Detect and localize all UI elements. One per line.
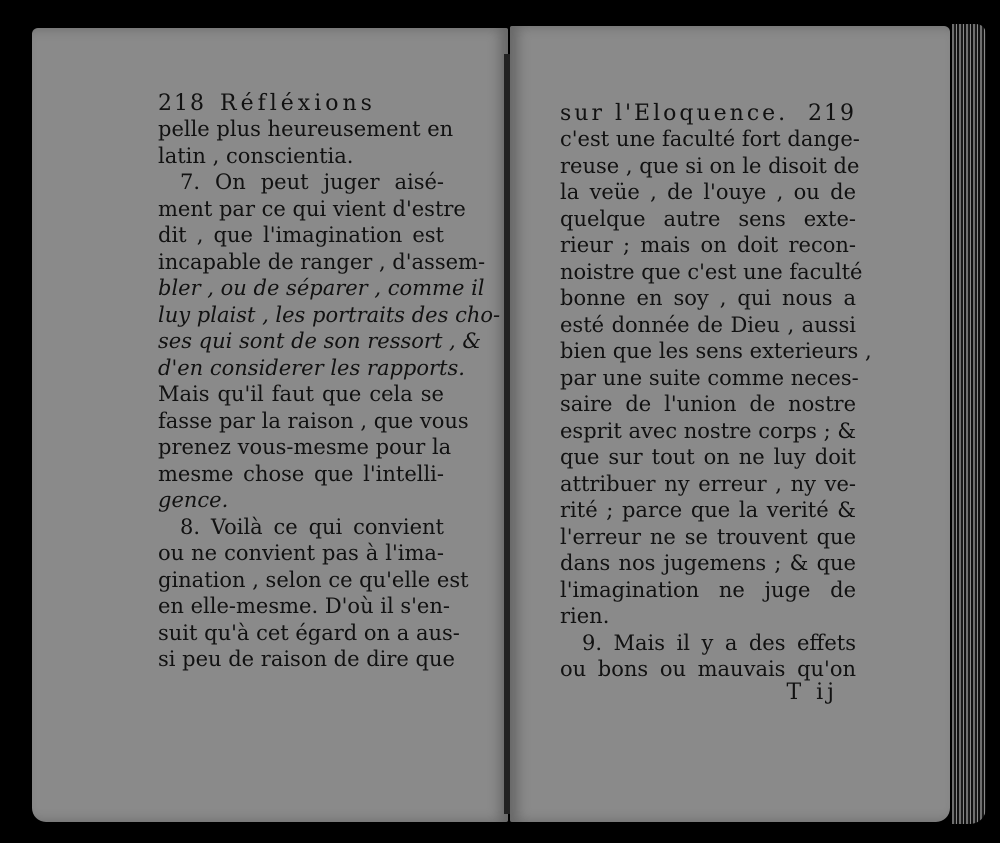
text-line: latin , conscientia. <box>158 143 354 168</box>
text-line: saire de l'union de nostre <box>560 392 856 416</box>
right-page <box>510 26 950 822</box>
text-line: ou ne convient pas à l'ima- <box>158 541 444 565</box>
text-line: bien que les sens exterieurs , <box>560 339 872 363</box>
text-line: 8. Voilà ce qui convient <box>180 514 444 539</box>
text-line: si peu de raison de dire que <box>158 647 455 671</box>
left-running-head <box>158 92 444 116</box>
text-line: bler , ou de séparer , comme il <box>158 276 485 300</box>
text-line: incapable de ranger , d'assem- <box>158 249 486 274</box>
open-book <box>18 14 993 836</box>
text-line: attribuer ny erreur , ny ve- <box>560 471 856 496</box>
text-line: reuse , que si on le disoit de <box>560 153 860 178</box>
text-line: la veüe , de l'ouye , ou de <box>560 180 856 204</box>
left-page-text <box>158 91 501 673</box>
text-line: gence. <box>158 488 229 512</box>
left-running-title: Réfléxions <box>220 91 376 116</box>
text-line: ment par ce qui vient d'estre <box>158 196 466 221</box>
right-running-head <box>560 102 856 126</box>
text-line: gination , selon ce qu'elle est <box>158 567 469 592</box>
text-line: dans nos jugemens ; & que <box>560 551 856 575</box>
text-line: par une suite comme neces- <box>560 365 859 390</box>
text-line: mesme chose que l'intelli- <box>158 461 444 486</box>
right-page-text <box>560 101 872 683</box>
text-line: pelle plus heureusement en <box>158 117 454 141</box>
text-line: ou bons ou mauvais qu'on <box>560 657 856 681</box>
signature-mark: T ij <box>786 680 838 705</box>
text-line: luy plaist , les portraits des cho- <box>158 302 501 327</box>
text-line: l'erreur ne se trouvent que <box>560 524 856 549</box>
text-line: fasse par la raison , que vous <box>158 408 469 433</box>
text-line: en elle-mesme. D'où il s'en- <box>158 594 450 618</box>
left-page-number: 218 <box>158 91 206 116</box>
text-line: bonne en soy , qui nous a <box>560 286 856 310</box>
text-line: c'est une faculté fort dange- <box>560 127 860 151</box>
text-line: 9. Mais il y a des effets <box>582 630 856 655</box>
right-page-number: 219 <box>808 101 856 126</box>
text-line: suit qu'à cet égard on a aus- <box>158 620 460 645</box>
left-text-lines <box>158 116 501 673</box>
text-line: quelque autre sens exte- <box>560 206 856 231</box>
text-line: rité ; parce que la verité & <box>560 498 856 522</box>
right-text-lines <box>560 126 872 683</box>
text-line: prenez vous-mesme pour la <box>158 435 452 459</box>
page-edges <box>952 24 986 824</box>
text-line: 7. On peut juger aisé- <box>180 170 444 194</box>
text-line: esté donnée de Dieu , aussi <box>560 312 856 337</box>
text-line: noistre que c'est une faculté <box>560 259 863 284</box>
text-line: esprit avec nostre corps ; & <box>560 418 857 443</box>
text-line: rien. <box>560 604 610 628</box>
text-line: que sur tout on ne luy doit <box>560 445 856 469</box>
text-line: dit , que l'imagination est <box>158 223 444 247</box>
text-line: ses qui sont de son ressort , & <box>158 329 482 353</box>
left-page <box>32 28 508 822</box>
text-line: d'en considerer les rapports. <box>158 355 465 380</box>
right-running-title: sur l'Eloquence. <box>560 101 789 126</box>
text-line: Mais qu'il faut que cela se <box>158 382 444 406</box>
text-line: l'imagination ne juge de <box>560 577 856 602</box>
text-line: rieur ; mais on doit recon- <box>560 233 856 257</box>
